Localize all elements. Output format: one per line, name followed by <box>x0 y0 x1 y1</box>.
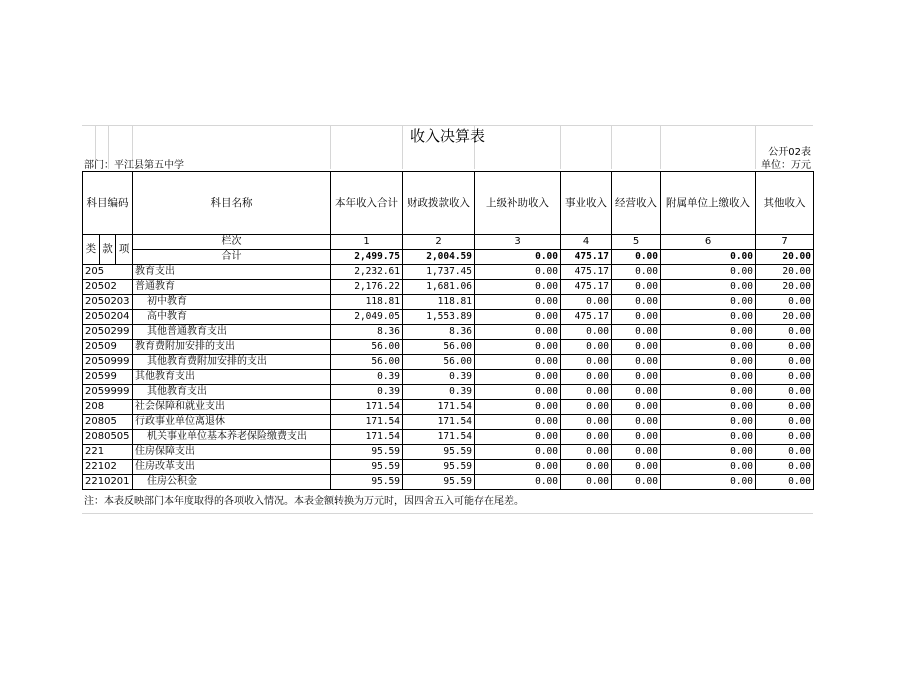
amount-cell: 0.00 <box>756 340 814 355</box>
subject-code: 2059999 <box>83 385 133 400</box>
amount-cell: 0.00 <box>756 430 814 445</box>
subject-code: 2050204 <box>83 310 133 325</box>
subject-name: 普通教育 <box>133 280 331 295</box>
table-row <box>83 355 814 370</box>
amount-cell: 0.00 <box>475 370 561 385</box>
subject-name: 教育费附加安排的支出 <box>133 340 331 355</box>
table-row <box>83 400 814 415</box>
table-row <box>83 385 814 400</box>
amount-cell: 0.00 <box>561 415 612 430</box>
amount-cell: 95.59 <box>331 475 403 490</box>
table-row <box>83 445 814 460</box>
column-number: 4 <box>561 235 612 250</box>
amount-cell: 0.00 <box>661 475 756 490</box>
department-label: 部门：平江县第五中学 <box>84 160 184 171</box>
table-row <box>83 280 814 295</box>
amount-cell: 0.00 <box>661 430 756 445</box>
amount-cell: 56.00 <box>331 355 403 370</box>
total-value: 0.00 <box>661 250 756 265</box>
subject-name: 高中教育 <box>133 310 331 325</box>
subject-name: 其他教育费附加安排的支出 <box>133 355 331 370</box>
subject-name: 教育支出 <box>133 265 331 280</box>
amount-cell: 0.00 <box>661 460 756 475</box>
amount-cell: 0.00 <box>661 385 756 400</box>
amount-cell: 95.59 <box>403 445 475 460</box>
amount-cell: 0.00 <box>561 355 612 370</box>
total-value: 20.00 <box>756 250 814 265</box>
amount-cell: 56.00 <box>403 355 475 370</box>
amount-cell: 0.39 <box>403 370 475 385</box>
footnote: 注：本表反映部门本年度取得的各项收入情况。本表金额转换为万元时，因四舍五入可能存在尾差。 <box>84 496 524 507</box>
amount-cell: 0.00 <box>475 475 561 490</box>
total-value: 2,499.75 <box>331 250 403 265</box>
amount-cell: 475.17 <box>561 280 612 295</box>
subject-name: 其他教育支出 <box>133 385 331 400</box>
table-row <box>83 415 814 430</box>
subject-code: 20599 <box>83 370 133 385</box>
amount-cell: 0.00 <box>661 370 756 385</box>
subject-name: 行政事业单位离退休 <box>133 415 331 430</box>
amount-cell: 0.00 <box>756 460 814 475</box>
header-name: 科目名称 <box>133 172 331 235</box>
amount-cell: 0.00 <box>756 400 814 415</box>
amount-cell: 0.00 <box>561 400 612 415</box>
amount-cell: 20.00 <box>756 265 814 280</box>
amount-cell: 475.17 <box>561 265 612 280</box>
amount-cell: 0.00 <box>561 430 612 445</box>
amount-cell: 0.39 <box>331 385 403 400</box>
subject-name: 住房保障支出 <box>133 445 331 460</box>
amount-cell: 0.00 <box>661 325 756 340</box>
amount-cell: 0.00 <box>475 400 561 415</box>
amount-cell: 0.00 <box>612 400 661 415</box>
amount-cell: 171.54 <box>403 415 475 430</box>
amount-cell: 8.36 <box>403 325 475 340</box>
amount-cell: 0.00 <box>612 325 661 340</box>
sheet-bottom-gridline <box>82 513 813 514</box>
amount-cell: 0.00 <box>475 310 561 325</box>
column-number: 2 <box>403 235 475 250</box>
amount-cell: 95.59 <box>331 445 403 460</box>
amount-cell: 0.00 <box>561 475 612 490</box>
header-c5: 经营收入 <box>612 172 661 235</box>
amount-cell: 475.17 <box>561 310 612 325</box>
amount-cell: 0.00 <box>612 310 661 325</box>
amount-cell: 0.00 <box>475 415 561 430</box>
subject-code: 208 <box>83 400 133 415</box>
header-c2: 财政拨款收入 <box>403 172 475 235</box>
amount-cell: 0.00 <box>475 385 561 400</box>
amount-cell: 171.54 <box>331 430 403 445</box>
amount-cell: 1,737.45 <box>403 265 475 280</box>
amount-cell: 0.00 <box>561 460 612 475</box>
amount-cell: 0.00 <box>661 295 756 310</box>
amount-cell: 0.00 <box>561 295 612 310</box>
subject-code: 221 <box>83 445 133 460</box>
amount-cell: 0.00 <box>612 280 661 295</box>
amount-cell: 0.00 <box>561 385 612 400</box>
amount-cell: 95.59 <box>331 460 403 475</box>
column-number: 3 <box>475 235 561 250</box>
amount-cell: 0.00 <box>661 400 756 415</box>
column-number-row <box>83 235 814 250</box>
subject-name: 住房公积金 <box>133 475 331 490</box>
amount-cell: 171.54 <box>403 400 475 415</box>
header-c3: 上级补助收入 <box>475 172 561 235</box>
total-value: 0.00 <box>612 250 661 265</box>
amount-cell: 0.00 <box>612 475 661 490</box>
total-label: 合计 <box>133 250 331 265</box>
amount-cell: 0.00 <box>475 445 561 460</box>
amount-cell: 0.00 <box>612 385 661 400</box>
column-number: 1 <box>331 235 403 250</box>
total-value: 0.00 <box>475 250 561 265</box>
amount-cell: 0.00 <box>612 340 661 355</box>
amount-cell: 0.00 <box>475 355 561 370</box>
subject-name: 其他普通教育支出 <box>133 325 331 340</box>
amount-cell: 0.00 <box>612 295 661 310</box>
amount-cell: 0.00 <box>756 370 814 385</box>
subject-name: 初中教育 <box>133 295 331 310</box>
column-number: 5 <box>612 235 661 250</box>
subject-code: 2050999 <box>83 355 133 370</box>
amount-cell: 0.00 <box>475 325 561 340</box>
lei-kuan-xiang-cell <box>83 235 133 265</box>
header-kuan: 款 <box>100 235 117 264</box>
table-row <box>83 370 814 385</box>
amount-cell: 8.36 <box>331 325 403 340</box>
subject-name: 住房改革支出 <box>133 460 331 475</box>
table-row <box>83 340 814 355</box>
amount-cell: 0.00 <box>756 445 814 460</box>
amount-cell: 0.00 <box>612 265 661 280</box>
total-row <box>83 250 814 265</box>
amount-cell: 0.00 <box>475 280 561 295</box>
amount-cell: 0.00 <box>661 310 756 325</box>
amount-cell: 2,176.22 <box>331 280 403 295</box>
amount-cell: 1,553.89 <box>403 310 475 325</box>
table-row <box>83 475 814 490</box>
page-title: 收入决算表 <box>409 127 485 145</box>
amount-cell: 56.00 <box>331 340 403 355</box>
amount-cell: 0.00 <box>612 430 661 445</box>
amount-cell: 118.81 <box>331 295 403 310</box>
header-xiang: 项 <box>118 243 130 255</box>
amount-cell: 0.00 <box>561 340 612 355</box>
subject-code: 2050203 <box>83 295 133 310</box>
amount-cell: 0.00 <box>661 265 756 280</box>
header-c7: 其他收入 <box>756 172 814 235</box>
table-row <box>83 310 814 325</box>
subject-code: 20502 <box>83 280 133 295</box>
amount-cell: 0.00 <box>756 415 814 430</box>
amount-cell: 0.00 <box>475 340 561 355</box>
subject-code: 2050299 <box>83 325 133 340</box>
amount-cell: 95.59 <box>403 475 475 490</box>
amount-cell: 1,681.06 <box>403 280 475 295</box>
subject-code: 20509 <box>83 340 133 355</box>
amount-cell: 0.00 <box>612 460 661 475</box>
header-c1: 本年收入合计 <box>331 172 403 235</box>
amount-cell: 0.39 <box>331 370 403 385</box>
subject-code: 22102 <box>83 460 133 475</box>
column-number: 7 <box>756 235 814 250</box>
header-c6: 附属单位上缴收入 <box>661 172 756 235</box>
total-value: 475.17 <box>561 250 612 265</box>
amount-cell: 171.54 <box>331 400 403 415</box>
subject-code: 205 <box>83 265 133 280</box>
header-c4: 事业收入 <box>561 172 612 235</box>
amount-cell: 95.59 <box>403 460 475 475</box>
income-table <box>82 171 814 490</box>
amount-cell: 0.00 <box>561 325 612 340</box>
amount-cell: 0.00 <box>612 445 661 460</box>
amount-cell: 0.39 <box>403 385 475 400</box>
header-lei: 类 <box>83 235 100 264</box>
unit-label: 单位：万元 <box>761 160 811 171</box>
amount-cell: 171.54 <box>403 430 475 445</box>
amount-cell: 0.00 <box>475 460 561 475</box>
table-row <box>83 295 814 310</box>
amount-cell: 0.00 <box>756 475 814 490</box>
amount-cell: 0.00 <box>561 445 612 460</box>
amount-cell: 0.00 <box>475 430 561 445</box>
table-row <box>83 325 814 340</box>
amount-cell: 0.00 <box>612 355 661 370</box>
subject-code: 2080505 <box>83 430 133 445</box>
amount-cell: 0.00 <box>612 415 661 430</box>
amount-cell: 0.00 <box>756 385 814 400</box>
amount-cell: 0.00 <box>756 325 814 340</box>
amount-cell: 20.00 <box>756 310 814 325</box>
column-number: 6 <box>661 235 756 250</box>
amount-cell: 0.00 <box>661 340 756 355</box>
header-code: 科目编码 <box>83 172 133 235</box>
form-number: 公开02表 <box>768 147 811 158</box>
amount-cell: 171.54 <box>331 415 403 430</box>
amount-cell: 56.00 <box>403 340 475 355</box>
amount-cell: 0.00 <box>561 370 612 385</box>
table-row <box>83 265 814 280</box>
subject-code: 20805 <box>83 415 133 430</box>
amount-cell: 0.00 <box>661 445 756 460</box>
amount-cell: 118.81 <box>403 295 475 310</box>
table-row <box>83 430 814 445</box>
table-row <box>83 460 814 475</box>
amount-cell: 0.00 <box>661 415 756 430</box>
amount-cell: 0.00 <box>661 280 756 295</box>
column-number-label: 栏次 <box>133 235 331 250</box>
amount-cell: 0.00 <box>756 355 814 370</box>
amount-cell: 0.00 <box>756 295 814 310</box>
subject-name: 其他教育支出 <box>133 370 331 385</box>
amount-cell: 2,049.05 <box>331 310 403 325</box>
amount-cell: 0.00 <box>612 370 661 385</box>
subject-name: 社会保障和就业支出 <box>133 400 331 415</box>
total-value: 2,004.59 <box>403 250 475 265</box>
subject-code: 2210201 <box>83 475 133 490</box>
amount-cell: 0.00 <box>475 295 561 310</box>
amount-cell: 20.00 <box>756 280 814 295</box>
amount-cell: 0.00 <box>661 355 756 370</box>
amount-cell: 0.00 <box>475 265 561 280</box>
subject-name: 机关事业单位基本养老保险缴费支出 <box>133 430 331 445</box>
amount-cell: 2,232.61 <box>331 265 403 280</box>
